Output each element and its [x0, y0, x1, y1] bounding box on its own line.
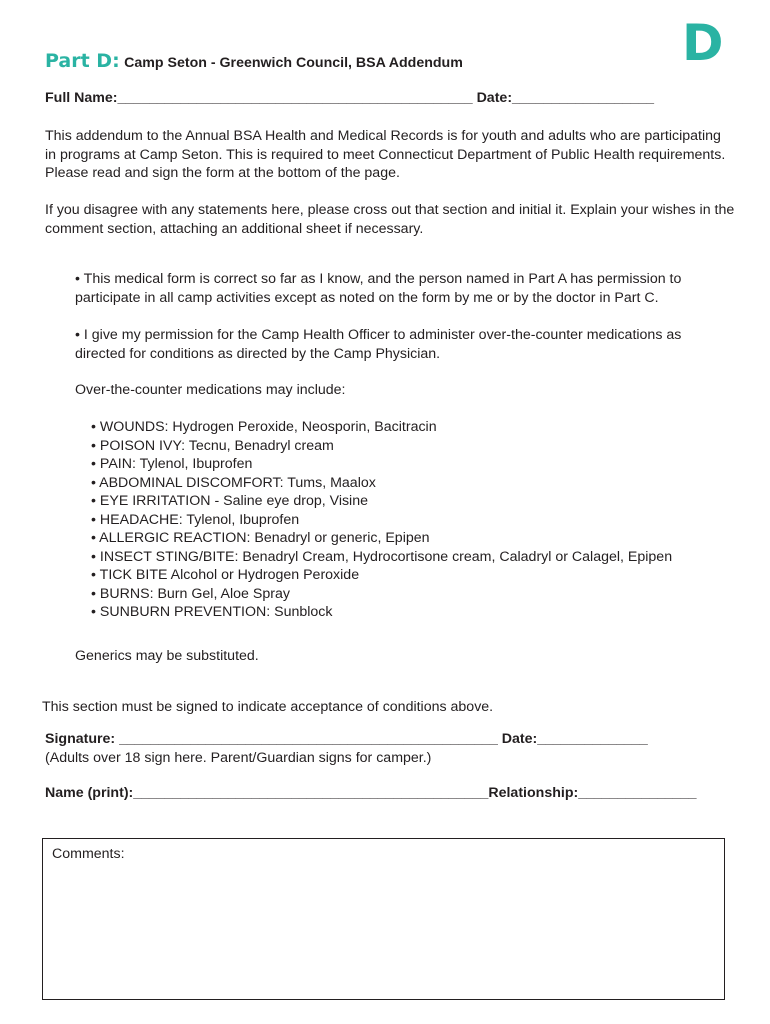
- full-name-label: Full Name:: [45, 90, 118, 106]
- full-name-field[interactable]: _____________________________________________: [117, 90, 473, 106]
- title-text: Camp Seton - Greenwich Council, BSA Addendum: [124, 55, 463, 71]
- signature-instruction: This section must be signed to indicate acceptance of conditions above.: [42, 699, 494, 715]
- list-item: • WOUNDS: Hydrogen Peroxide, Neosporin, Bacitracin: [91, 419, 437, 435]
- list-item: • SUNBURN PREVENTION: Sunblock: [91, 604, 333, 621]
- list-item: • INSECT STING/BITE: Benadryl Cream, Hydrocortisone cream, Caladryl or Calagel, Epipen: [91, 548, 673, 565]
- intro-paragraph-1: This addendum to the Annual BSA Health and Medical Records is for youth and adults who are participating in programs at Camp Seton. This is required to meet Connecticut Department of Public Health requirements. Please read and sign the form at the bottom of the page.: [45, 128, 726, 181]
- signature-field[interactable]: ________________________________________________: [115, 731, 498, 747]
- list-item: • ALLERGIC REACTION: Benadryl or generic, Epipen: [91, 530, 430, 547]
- form-title: [45, 50, 463, 72]
- part-d-corner-letter: D: [682, 14, 724, 72]
- name-print-field[interactable]: _____________________________________________: [133, 785, 489, 801]
- statement-otc-permission: • I give my permission for the Camp Health Officer to administer over-the-counter medications as directed for conditions as directed by the Camp Physician.: [75, 327, 682, 362]
- statement-medical-form-correct: • This medical form is correct so far as I know, and the person named in Part A has permission to participate in all camp activities except as noted on the form by me or by the doctor in Part C.: [75, 271, 682, 306]
- list-item: • PAIN: Tylenol, Ibuprofen: [91, 456, 253, 473]
- list-item: • ABDOMINAL DISCOMFORT: Tums, Maalox: [91, 474, 376, 491]
- name-print-label: Name (print):: [45, 785, 134, 801]
- list-item: • BURNS: Burn Gel, Aloe Spray: [91, 585, 290, 602]
- signature-row: [45, 731, 648, 747]
- part-label: Part D:: [45, 50, 120, 72]
- relationship-field[interactable]: _______________: [578, 785, 697, 801]
- comments-label: Comments:: [52, 846, 125, 862]
- otc-intro: Over-the-counter medications may include:: [75, 382, 346, 398]
- list-item: • TICK BITE Alcohol or Hydrogen Peroxide: [91, 567, 360, 584]
- signature-note: (Adults over 18 sign here. Parent/Guardian signs for camper.): [45, 750, 432, 766]
- list-item: • EYE IRRITATION - Saline eye drop, Visine: [91, 493, 368, 510]
- name-relationship-row: [45, 785, 697, 801]
- comments-box[interactable]: [42, 838, 725, 1000]
- date-label: Date:: [476, 90, 513, 106]
- full-name-row: [45, 90, 654, 106]
- signature-date-field[interactable]: ______________: [537, 731, 648, 747]
- signature-label: Signature:: [45, 731, 116, 747]
- relationship-label: Relationship:: [488, 785, 579, 801]
- date-field[interactable]: __________________: [512, 90, 655, 106]
- list-item: • POISON IVY: Tecnu, Benadryl cream: [91, 437, 334, 454]
- signature-date-label: Date:: [497, 731, 538, 747]
- generics-note: Generics may be substituted.: [75, 648, 259, 664]
- intro-paragraph-2: If you disagree with any statements here, please cross out that section and initial it. Explain your wishes in the comment section, attaching an additional sheet if necessary.: [45, 202, 735, 237]
- list-item: • HEADACHE: Tylenol, Ibuprofen: [91, 511, 300, 528]
- medication-list: [91, 418, 672, 622]
